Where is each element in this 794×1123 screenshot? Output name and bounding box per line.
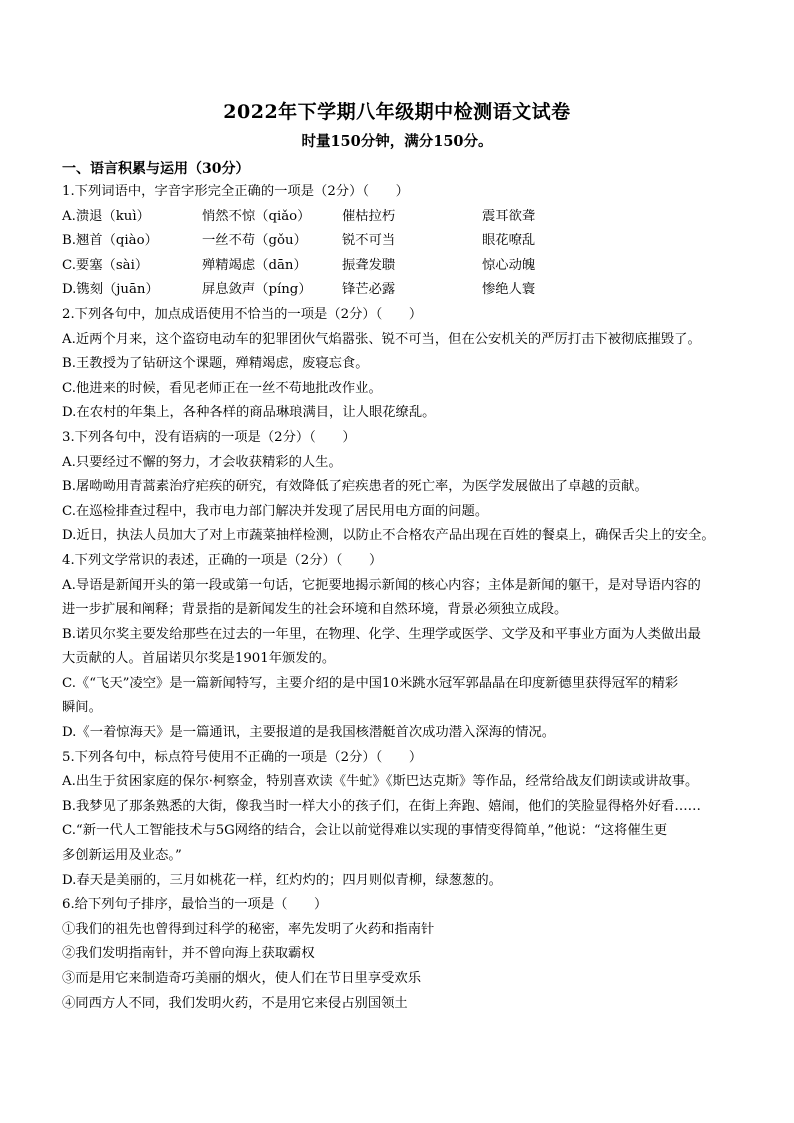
q4-stem: 4.下列文学常识的表述，正确的一项是（2分）（ ） xyxy=(62,552,383,568)
q1-c-word2: 殚精竭虑（dān） xyxy=(202,257,307,273)
q6-sentence: ②我们发明指南针，并不曾向海上获取霸权 xyxy=(62,946,315,962)
q1-option-c xyxy=(62,254,734,279)
q6-sentence: ③而是用它来制造奇巧美丽的烟火，使人们在节日里享受欢乐 xyxy=(62,971,422,986)
q1-c-word4: 惊心动魄 xyxy=(482,257,536,273)
q3-option-c: C.在巡检排查过程中，我市电力部门解决并发现了居民用电方面的问题。 xyxy=(62,503,489,519)
q6-sentence: ①我们的祖先也曾得到过科学的秘密，率先发明了火药和指南针 xyxy=(62,921,435,937)
q1-option-d xyxy=(62,278,734,303)
q1-stem: 1.下列词语中，字音字形完全正确的一项是（2分）（ ） xyxy=(62,184,409,199)
q1-a-word1: A.溃退（kuì） xyxy=(62,208,150,224)
q3-option-b: B.屠呦呦用青蒿素治疗疟疾的研究，有效降低了疟疾患者的死亡率，为医学发展做出了卓越的贡献。 xyxy=(62,479,648,495)
q3-stem: 3.下列各句中，没有语病的一项是（2分）（ ） xyxy=(62,429,356,445)
q1-c-word3: 振聋发聩 xyxy=(342,257,396,273)
q1-d-word2: 屏息敛声（píng） xyxy=(202,282,312,298)
q5-line: D.春天是美丽的，三月如桃花一样，红灼灼的；四月则似青柳，绿葱葱的。 xyxy=(62,872,502,888)
q4-line: 瞬间。 xyxy=(62,700,102,716)
q6-stem: 6.给下列句子排序，最恰当的一项是（ ） xyxy=(62,897,328,913)
q1-a-word3: 催枯拉朽 xyxy=(342,208,396,224)
q3-option-a: A.只要经过不懈的努力，才会收获精彩的人生。 xyxy=(62,454,342,470)
q5-line: B.我梦见了那条熟悉的大街，像我当时一样大小的孩子们，在街上奔跑、嬉闹，他们的笑脸显得格外好看…… xyxy=(62,798,701,814)
q1-d-word1: D.镌刻（juān） xyxy=(62,282,159,298)
q6-sentence: ④同西方人不同，我们发明火药，不是用它来侵占别国领土 xyxy=(62,995,408,1011)
q1-d-word3: 锋芒必露 xyxy=(342,282,396,298)
q5-line: C.“新一代人工智能技术与5G网络的结合，会让以前觉得难以实现的事情变得简单，”他说：“这将催生更 xyxy=(62,823,668,839)
q2-option-b: B.王教授为了钻研这个课题，殚精竭虑，废寝忘食。 xyxy=(62,356,369,372)
q1-b-word2: 一丝不苟（gǒu） xyxy=(202,233,307,249)
q1-a-word2: 悄然不惊（qiǎo） xyxy=(202,208,311,224)
q1-option-b xyxy=(62,229,734,254)
q2-option-c: C.他进来的时候，看见老师正在一丝不苟地批改作业。 xyxy=(62,380,382,396)
q1-b-word1: B.翘首（qiào） xyxy=(62,233,158,249)
q1-b-word3: 锐不可当 xyxy=(342,233,396,249)
q1-d-word4: 惨绝人寰 xyxy=(482,282,536,298)
q2-stem: 2.下列各句中，加点成语使用不恰当的一项是（2分）（ ） xyxy=(62,306,423,322)
q4-line: A.导语是新闻开头的第一段或第一句话，它扼要地揭示新闻的核心内容；主体是新闻的躯干，是对导语内容的 xyxy=(62,577,701,593)
q5-line: A.出生于贫困家庭的保尔·柯察金，特别喜欢读《牛虻》《斯巴达克斯》等作品，经常给战友们朗读或讲故事。 xyxy=(62,774,699,790)
q4-line: 大贡献的人。首届诺贝尔奖是1901年颁发的。 xyxy=(62,651,336,667)
questions xyxy=(62,180,734,1016)
q1-b-word4: 眼花嘹乱 xyxy=(482,233,536,249)
q4-line: D.《一着惊海天》是一篇通讯，主要报道的是我国核潜艇首次成功潜入深海的情况。 xyxy=(62,725,556,741)
q1-c-word1: C.要塞（sài） xyxy=(62,257,149,273)
q5-line: 多创新运用及业态。” xyxy=(62,848,182,864)
q2-option-a: A.近两个月来，这个盗窃电动车的犯罪团伙气焰嚣张、锐不可当，但在公安机关的严厉打击下被彻底摧毁了。 xyxy=(62,331,701,347)
q5-stem: 5.下列各句中，标点符号使用不正确的一项是（2分）（ ） xyxy=(62,749,423,765)
exam-title: 2022年下学期八年级期中检测语文试卷 xyxy=(223,101,571,123)
q4-line: B.诺贝尔奖主要发给那些在过去的一年里，在物理、化学、生理学或医学、文学及和平事业方面为人类做出最 xyxy=(62,626,701,642)
exam-subtitle: 时量150分钟，满分150分。 xyxy=(301,133,493,150)
q4-line: C.《“飞天”凌空》是一篇新闻特写，主要介绍的是中国10米跳水冠军郭晶晶在印度新德里获得冠军的精彩 xyxy=(62,675,679,691)
section-heading: 一、语言积累与运用（30分） xyxy=(62,161,250,177)
q2-option-d: D.在农村的年集上，各种各样的商品琳琅满目，让人眼花缭乱。 xyxy=(62,405,436,421)
q4-line: 进一步扩展和阐释；背景指的是新闻发生的社会环境和自然环境，背景必须独立成段。 xyxy=(62,602,568,618)
q3-option-d: D.近日，执法人员加大了对上市蔬菜抽样检测，以防止不合格农产品出现在百姓的餐桌上，确保舌尖上的安全。 xyxy=(62,528,715,544)
q1-a-word4: 震耳欲聋 xyxy=(482,208,536,224)
q1-option-a xyxy=(62,205,734,230)
